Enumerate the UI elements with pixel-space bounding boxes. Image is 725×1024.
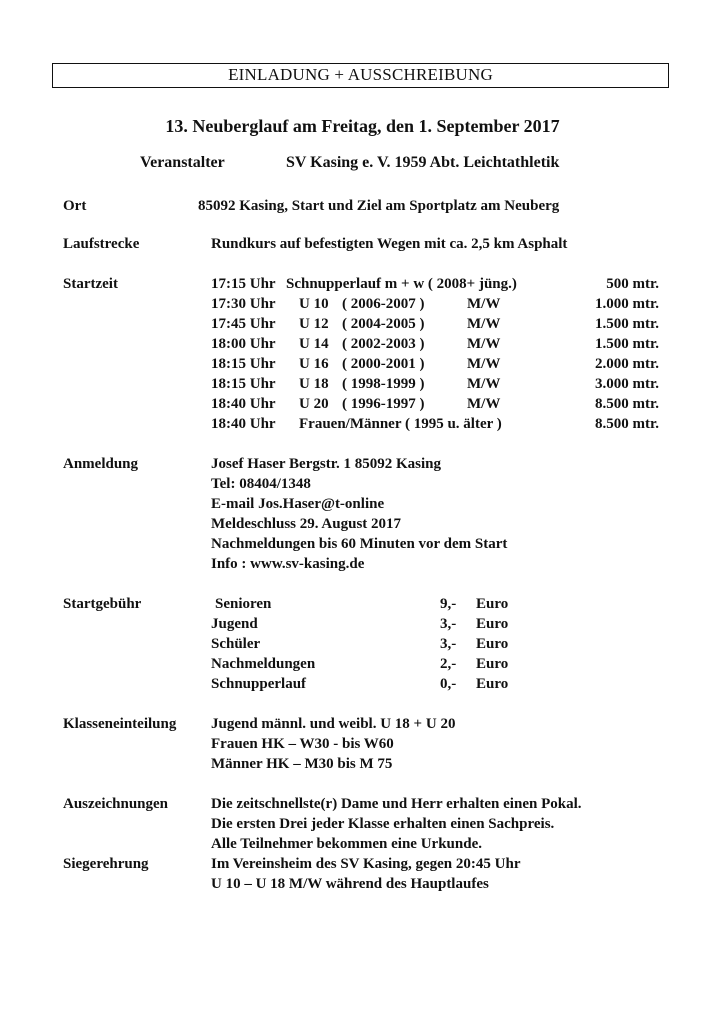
fee-currency: Euro bbox=[476, 636, 509, 652]
schedule-distance: 3.000 mtr. bbox=[594, 376, 659, 392]
anmeldung-line: E-mail Jos.Haser@t-online bbox=[211, 496, 385, 512]
schedule-time: 17:15 Uhr bbox=[211, 276, 276, 292]
schedule-sex: M/W bbox=[467, 376, 501, 392]
schedule-years: ( 1998-1999 ) bbox=[342, 376, 425, 392]
schedule-sex: M/W bbox=[467, 336, 501, 352]
schedule-class: U 20 bbox=[299, 396, 329, 412]
schedule-time: 18:00 Uhr bbox=[211, 336, 276, 352]
laufstrecke-label: Laufstrecke bbox=[63, 236, 140, 252]
fee-currency: Euro bbox=[476, 676, 509, 692]
schedule-time: 18:15 Uhr bbox=[211, 356, 276, 372]
ort-label: Ort bbox=[63, 198, 87, 214]
auszeichnung-line: Alle Teilnehmer bekommen eine Urkunde. bbox=[211, 836, 482, 852]
schedule-years: ( 2000-2001 ) bbox=[342, 356, 425, 372]
schedule-text: Frauen/Männer ( 1995 u. älter ) bbox=[299, 416, 502, 432]
schedule-years: ( 2004-2005 ) bbox=[342, 316, 425, 332]
document-title: EINLADUNG + AUSSCHREIBUNG bbox=[52, 63, 669, 88]
auszeichnungen-label: Auszeichnungen bbox=[63, 796, 169, 812]
fee-amount: 3,- bbox=[440, 616, 457, 632]
schedule-distance: 500 mtr. bbox=[606, 276, 659, 292]
fee-currency: Euro bbox=[476, 656, 509, 672]
schedule-distance: 8.500 mtr. bbox=[594, 416, 659, 432]
organizer-label: Veranstalter bbox=[140, 154, 225, 171]
schedule-distance: 1.500 mtr. bbox=[594, 336, 659, 352]
fee-amount: 2,- bbox=[440, 656, 457, 672]
anmeldung-line: Nachmeldungen bis 60 Minuten vor dem Start bbox=[211, 536, 508, 552]
anmeldung-label: Anmeldung bbox=[63, 456, 139, 472]
schedule-years: ( 1996-1997 ) bbox=[342, 396, 425, 412]
schedule-class: U 18 bbox=[299, 376, 329, 392]
auszeichnung-line: Die ersten Drei jeder Klasse erhalten einen Sachpreis. bbox=[211, 816, 555, 832]
startzeit-label: Startzeit bbox=[63, 276, 118, 292]
schedule-years: ( 2002-2003 ) bbox=[342, 336, 425, 352]
schedule-time: 18:15 Uhr bbox=[211, 376, 276, 392]
fee-name: Jugend bbox=[211, 616, 258, 632]
fee-amount: 9,- bbox=[440, 596, 457, 612]
schedule-sex: M/W bbox=[467, 316, 501, 332]
fee-currency: Euro bbox=[476, 616, 509, 632]
schedule-time: 17:45 Uhr bbox=[211, 316, 276, 332]
schedule-time: 18:40 Uhr bbox=[211, 416, 276, 432]
schedule-class: U 10 bbox=[299, 296, 329, 312]
fee-currency: Euro bbox=[476, 596, 509, 612]
schedule-sex: M/W bbox=[467, 296, 501, 312]
schedule-sex: M/W bbox=[467, 356, 501, 372]
klasse-line: Jugend männl. und weibl. U 18 + U 20 bbox=[211, 716, 456, 732]
klasse-line: Frauen HK – W30 - bis W60 bbox=[211, 736, 394, 752]
fee-amount: 3,- bbox=[440, 636, 457, 652]
anmeldung-line: Josef Haser Bergstr. 1 85092 Kasing bbox=[211, 456, 441, 472]
auszeichnung-line: Die zeitschnellste(r) Dame und Herr erhalten einen Pokal. bbox=[211, 796, 582, 812]
fee-name: Senioren bbox=[215, 596, 272, 612]
startgebuehr-label: Startgebühr bbox=[63, 596, 142, 612]
klasseneinteilung-label: Klasseneinteilung bbox=[63, 716, 177, 732]
schedule-class: U 12 bbox=[299, 316, 329, 332]
schedule-distance: 1.500 mtr. bbox=[594, 316, 659, 332]
schedule-class: U 14 bbox=[299, 336, 329, 352]
laufstrecke-value: Rundkurs auf befestigten Wegen mit ca. 2,5 km Asphalt bbox=[211, 236, 568, 252]
schedule-time: 18:40 Uhr bbox=[211, 396, 276, 412]
anmeldung-line: Info : www.sv-kasing.de bbox=[211, 556, 365, 572]
event-subtitle: 13. Neuberglauf am Freitag, den 1. September 2017 bbox=[165, 116, 560, 136]
schedule-sex: M/W bbox=[467, 396, 501, 412]
schedule-distance: 8.500 mtr. bbox=[594, 396, 659, 412]
klasse-line: Männer HK – M30 bis M 75 bbox=[211, 756, 393, 772]
schedule-time: 17:30 Uhr bbox=[211, 296, 276, 312]
fee-name: Schüler bbox=[211, 636, 261, 652]
schedule-class: U 16 bbox=[299, 356, 329, 372]
fee-amount: 0,- bbox=[440, 676, 457, 692]
schedule-years: ( 2006-2007 ) bbox=[342, 296, 425, 312]
anmeldung-line: Tel: 08404/1348 bbox=[211, 476, 311, 492]
ort-value: 85092 Kasing, Start und Ziel am Sportplatz am Neuberg bbox=[198, 198, 560, 214]
schedule-distance: 1.000 mtr. bbox=[594, 296, 659, 312]
organizer-value: SV Kasing e. V. 1959 Abt. Leichtathletik bbox=[286, 154, 560, 171]
schedule-distance: 2.000 mtr. bbox=[594, 356, 659, 372]
fee-name: Schnupperlauf bbox=[211, 676, 307, 692]
siegerehrung-line: Im Vereinsheim des SV Kasing, gegen 20:45 Uhr bbox=[211, 856, 521, 872]
siegerehrung-label: Siegerehrung bbox=[63, 856, 149, 872]
fee-name: Nachmeldungen bbox=[211, 656, 316, 672]
anmeldung-line: Meldeschluss 29. August 2017 bbox=[211, 516, 402, 532]
schedule-text: Schnupperlauf m + w ( 2008+ jüng.) bbox=[286, 276, 517, 292]
siegerehrung-line: U 10 – U 18 M/W während des Hauptlaufes bbox=[211, 876, 489, 892]
